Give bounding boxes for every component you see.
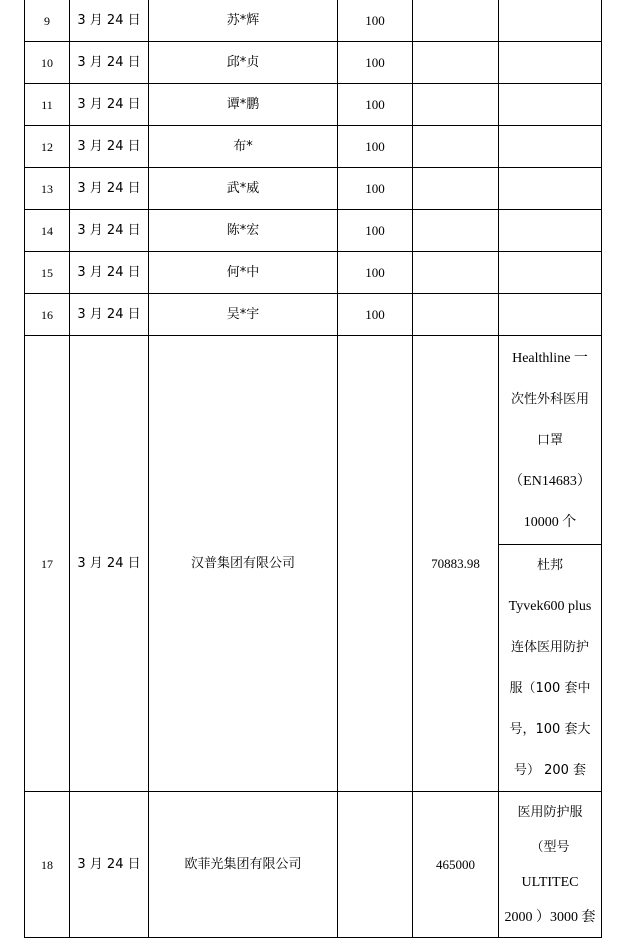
table-row bbox=[25, 126, 602, 168]
donor-name: 苏*辉 bbox=[149, 0, 338, 42]
item-line: 杜邦 bbox=[536, 558, 563, 573]
item-line: 10000 个 bbox=[523, 514, 577, 530]
goods-item bbox=[499, 792, 602, 938]
goods-value-cell bbox=[413, 0, 499, 42]
donor-name: 陈*宏 bbox=[149, 210, 338, 252]
row-number: 15 bbox=[25, 252, 70, 294]
item-line: 口罩 bbox=[536, 432, 563, 448]
goods-value: 70883.98 bbox=[413, 336, 499, 792]
donation-date: 3 月 24 日 bbox=[70, 126, 149, 168]
donation-amount: 100 bbox=[338, 168, 413, 210]
goods-value-cell bbox=[413, 84, 499, 126]
row-number: 9 bbox=[25, 0, 70, 42]
item-line: 服（100 套中 bbox=[509, 681, 591, 696]
goods-item-cell bbox=[499, 84, 602, 126]
donor-name: 欧菲光集团有限公司 bbox=[149, 792, 338, 938]
goods-value-cell bbox=[413, 252, 499, 294]
donor-name: 谭*鹏 bbox=[149, 84, 338, 126]
goods-item-cell bbox=[499, 0, 602, 42]
item-line: 2000 ）3000 套 bbox=[504, 909, 596, 925]
table-row bbox=[25, 0, 602, 42]
donation-date: 3 月 24 日 bbox=[70, 336, 149, 792]
table-row bbox=[25, 168, 602, 210]
table-row bbox=[25, 42, 602, 84]
row-number: 14 bbox=[25, 210, 70, 252]
donation-amount bbox=[338, 336, 413, 792]
donor-name: 何*中 bbox=[149, 252, 338, 294]
goods-value-cell bbox=[413, 294, 499, 336]
item-line: Healthline 一 bbox=[512, 350, 588, 366]
goods-item-cell bbox=[499, 294, 602, 336]
item-line: Tyvek600 plus bbox=[508, 599, 592, 614]
row-number: 10 bbox=[25, 42, 70, 84]
item-line: 次性外科医用 bbox=[510, 391, 589, 407]
goods-value-cell bbox=[413, 168, 499, 210]
goods-item bbox=[499, 336, 602, 545]
goods-value: 465000 bbox=[413, 792, 499, 938]
goods-item bbox=[499, 545, 602, 792]
row-number: 11 bbox=[25, 84, 70, 126]
donor-name: 邱*贞 bbox=[149, 42, 338, 84]
row-number: 16 bbox=[25, 294, 70, 336]
goods-value-cell bbox=[413, 126, 499, 168]
row-number: 17 bbox=[25, 336, 70, 792]
goods-item-cell bbox=[499, 168, 602, 210]
donor-name: 汉普集团有限公司 bbox=[149, 336, 338, 792]
table-row bbox=[25, 792, 602, 938]
row-number: 13 bbox=[25, 168, 70, 210]
item-line: ULTITEC bbox=[521, 874, 579, 890]
donation-date: 3 月 24 日 bbox=[70, 168, 149, 210]
goods-item-cell bbox=[499, 252, 602, 294]
donation-date: 3 月 24 日 bbox=[70, 252, 149, 294]
donation-amount bbox=[338, 792, 413, 938]
table-row bbox=[25, 84, 602, 126]
table-row bbox=[25, 252, 602, 294]
item-line: （EN14683） bbox=[509, 473, 591, 489]
goods-item-cell bbox=[499, 210, 602, 252]
goods-value-cell bbox=[413, 42, 499, 84]
donation-amount: 100 bbox=[338, 252, 413, 294]
donation-amount: 100 bbox=[338, 126, 413, 168]
donation-date: 3 月 24 日 bbox=[70, 0, 149, 42]
donation-date: 3 月 24 日 bbox=[70, 792, 149, 938]
donation-amount: 100 bbox=[338, 42, 413, 84]
donor-name: 武*威 bbox=[149, 168, 338, 210]
donor-name: 吴*宇 bbox=[149, 294, 338, 336]
item-line: （型号 bbox=[530, 839, 570, 855]
table-row bbox=[25, 294, 602, 336]
donation-amount: 100 bbox=[338, 84, 413, 126]
donation-amount: 100 bbox=[338, 294, 413, 336]
goods-item-cell bbox=[499, 126, 602, 168]
item-line: 号） 200 套 bbox=[513, 763, 587, 778]
goods-item-cell bbox=[499, 42, 602, 84]
item-line: 医用防护服 bbox=[517, 804, 583, 820]
donation-date: 3 月 24 日 bbox=[70, 84, 149, 126]
donor-name: 布* bbox=[149, 126, 338, 168]
row-number: 12 bbox=[25, 126, 70, 168]
goods-value-cell bbox=[413, 210, 499, 252]
donation-date: 3 月 24 日 bbox=[70, 42, 149, 84]
donation-table bbox=[24, 0, 602, 938]
donation-amount: 100 bbox=[338, 210, 413, 252]
donation-date: 3 月 24 日 bbox=[70, 294, 149, 336]
table-row bbox=[25, 210, 602, 252]
donation-amount: 100 bbox=[338, 0, 413, 42]
table-row bbox=[25, 336, 602, 545]
item-line: 连体医用防护 bbox=[510, 640, 589, 655]
item-line: 号，100 套大 bbox=[509, 722, 591, 737]
row-number: 18 bbox=[25, 792, 70, 938]
donation-date: 3 月 24 日 bbox=[70, 210, 149, 252]
